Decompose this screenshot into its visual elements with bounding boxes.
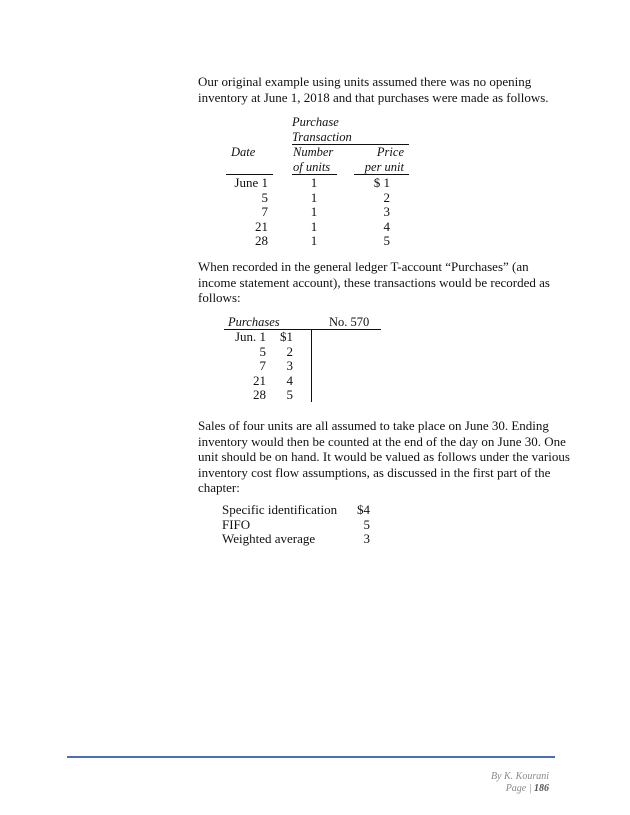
ledger-paragraph: When recorded in the general ledger T-account “Purchases” (an income statement account), these transactions would be recorded as follows:	[198, 259, 550, 305]
t-account-row-date: 21	[253, 372, 266, 388]
table-row-date: 5	[261, 189, 268, 205]
price-column-header	[360, 145, 404, 175]
valuation-label: FIFO	[222, 516, 251, 532]
valuation-paragraph: Sales of four units are all assumed to take place on June 30. Ending inventory would then be counted at the end of the day on June 30. One unit should be on hand. It would be valued as follows under the various inventory cost flow assumptions, as discussed in the first part of the chapter:	[198, 418, 570, 495]
t-account-row-amount: $1	[280, 329, 293, 344]
valuation-value: 5	[363, 516, 370, 532]
t-account-divider	[311, 329, 312, 402]
t-account-title: Purchases	[228, 315, 280, 329]
t-account-row-date: 28	[253, 387, 266, 402]
t-account-row-date: 7	[259, 358, 266, 373]
t-account-row-amount: 4	[286, 372, 293, 388]
table-row-price: 2	[383, 189, 390, 205]
date-column-header: Date	[231, 145, 256, 159]
units-column-header	[293, 145, 333, 175]
table-row-units: 1	[310, 218, 318, 234]
table-row-price: 4	[383, 218, 390, 234]
price-header-line2: per unit	[364, 160, 404, 174]
page-number: 186	[534, 783, 549, 794]
t-account-row-amount: 2	[286, 343, 293, 359]
table-row-units: 1	[310, 204, 318, 219]
table-row-date: 7	[261, 204, 268, 219]
price-header-line1: Price	[376, 145, 404, 159]
t-account-number: No. 570	[329, 315, 370, 329]
table-row-price: 3	[383, 204, 390, 219]
t-account-row-date: Jun. 1	[234, 329, 266, 344]
table-row-price: 5	[383, 233, 390, 248]
footer-author: By K. Kourani	[490, 771, 549, 782]
t-account-row-amount: 5	[286, 387, 293, 402]
table-row-price: $ 1	[373, 175, 390, 190]
units-header-line1: Number	[293, 145, 334, 159]
table-row-date: June 1	[234, 175, 268, 190]
valuation-label: Weighted average	[222, 531, 316, 546]
valuation-value: $4	[357, 502, 370, 517]
purchase-transaction-header	[292, 115, 352, 145]
valuation-value: 3	[363, 531, 370, 546]
table-row-units: 1	[310, 189, 318, 205]
footer-rule	[67, 756, 555, 758]
page-label: Page |	[505, 783, 532, 794]
t-account-row-date: 5	[259, 343, 266, 359]
table-row-units: 1	[310, 233, 318, 248]
footer-page	[506, 783, 549, 794]
purchase-header-line1: Purchase	[292, 115, 339, 129]
table-row-date: 28	[255, 233, 268, 248]
table-row-units: 1	[310, 175, 318, 190]
valuation-label: Specific identification	[222, 502, 338, 517]
t-account-row-amount: 3	[286, 358, 293, 373]
intro-paragraph: Our original example using units assumed there was no opening inventory at June 1, 2018 and that purchases were made as follows.	[198, 74, 549, 105]
purchase-header-line2: Transaction	[292, 130, 352, 144]
table-row-date: 21	[255, 218, 268, 234]
units-header-line2: of units	[293, 160, 331, 174]
